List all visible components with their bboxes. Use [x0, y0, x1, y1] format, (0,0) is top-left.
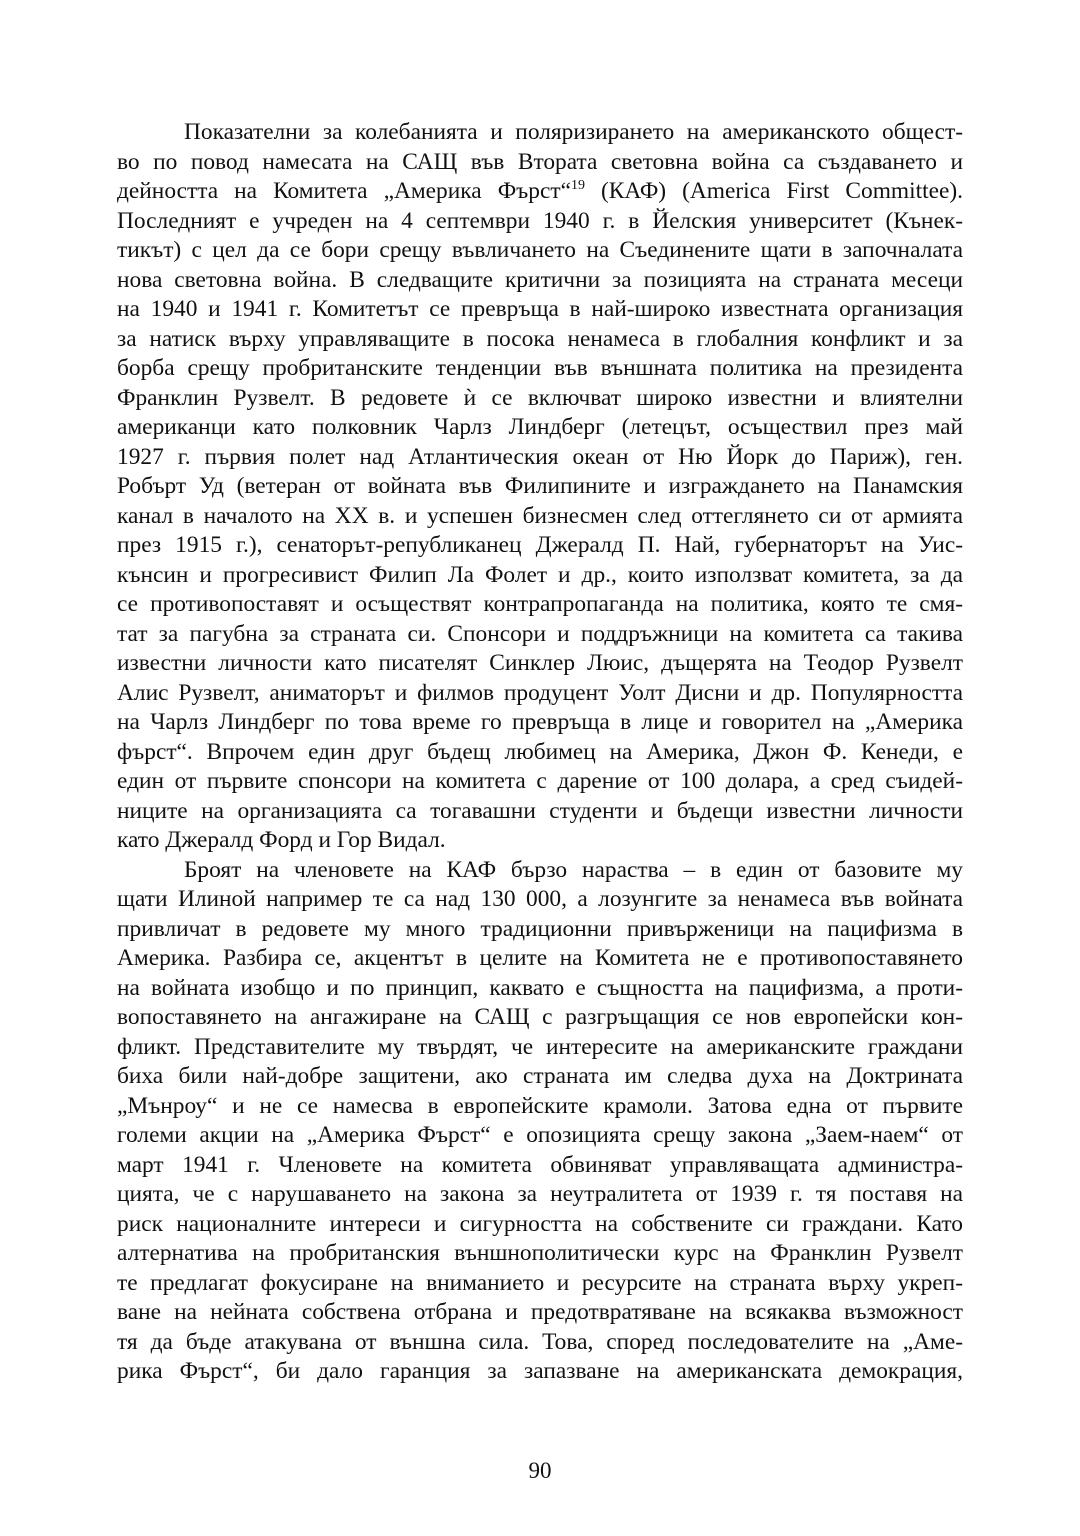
footnote-marker: 19 — [570, 178, 585, 194]
text-line: Алис Рузвелт, аниматорът и филмов продуцент Уолт Дисни и др. Популярността — [117, 679, 963, 706]
text-line: на Чарлз Линдберг по това време го превръща в лице и говорител на „Америка — [117, 709, 963, 735]
body-text — [117, 118, 963, 1387]
text-line: нова световна война. В следващите критични за позицията на страната месеци — [117, 266, 963, 293]
text-line: „Мънроу“ и не се намесва в европейските крамоли. Затова една от първите — [117, 1092, 963, 1119]
text-line: известни личности като писателят Синклер Люис, дъщерята на Теодор Рузвелт — [117, 650, 963, 676]
text-line: един от първите спонсори на комитета с дарение от 100 долара, а сред съидей- — [117, 768, 963, 794]
text-line: тат за пагубна за страната си. Спонсори и поддръжници на комитета са такива — [117, 620, 963, 647]
text-line: американци като полковник Чарлз Линдберг (летецът, осъществил през май — [117, 414, 963, 440]
text-line: привличат в редовете му много традиционни привърженици на пацифизма в — [117, 915, 963, 942]
text-line: рика Фърст“, би дало гаранция за запазване на американската демокрация, — [117, 1358, 963, 1384]
text-line: се противопоставят и осъществят контрапропаганда на политика, която те смя- — [117, 591, 963, 617]
text-line: канал в началото на XX в. и успешен бизнесмен след оттеглянето си от армията — [117, 502, 963, 529]
page-number: 90 — [528, 1458, 552, 1483]
text-line: алтернатива на пробританския външнополитически курс на Франклин Рузвелт — [117, 1240, 963, 1266]
text-line: Робърт Уд (ветеран от войната във Филипините и изграждането на Панамския — [117, 473, 963, 499]
text-line: март 1941 г. Членовете на комитета обвиняват управляващата администра- — [117, 1151, 963, 1178]
text-line: кънсин и прогресивист Филип Ла Фолет и др., които използват комитета, за да — [117, 561, 963, 588]
text-line: тя да бъде атакувана от външна сила. Това, според последователите на „Аме- — [117, 1328, 963, 1355]
text-line: ване на нейната собствена отбрана и предотвратяване на всякаква възможност — [117, 1299, 963, 1325]
text-line: през 1915 г.), сенаторът-републиканец Джералд П. Най, губернаторът на Уис- — [117, 532, 963, 558]
text-line: цията, че с нарушаването на закона за неутралитета от 1939 г. тя поставя на — [117, 1181, 963, 1207]
text-line: на 1940 и 1941 г. Комитетът се превръща в най-широко известната организация — [117, 296, 963, 322]
text-line: големи акции на „Америка Фърст“ е опозицията срещу закона „Заем-наем“ от — [117, 1122, 963, 1148]
text-line: на войната изобщо и по принцип, каквато е същността на пацифизма, а проти- — [117, 974, 963, 1001]
text-line: Франклин Рузвелт. В редовете ѝ се включват широко известни и влиятелни — [117, 384, 963, 411]
text-line: те предлагат фокусиране на вниманието и ресурсите на страната върху укреп- — [117, 1269, 963, 1296]
text-line: Последният е учреден на 4 септември 1940 г. в Йелския университет (Кънек- — [117, 207, 963, 234]
text-line: во по повод намесата на САЩ във Втората световна война са създаването и — [117, 148, 963, 175]
text-line: вопоставянето на ангажиране на САЩ с разгръщащия се нов европейски кон- — [117, 1004, 963, 1030]
text-line: дейността на Комитета „Америка Фърст“$^{19}$ (КАФ) (America First Committee). — [117, 178, 963, 204]
text-line: ниците на организацията са тогавашни студенти и бъдещи известни личности — [117, 797, 963, 824]
text-line: щати Илиной например те са над 130 000, а лозунгите за ненамеса във войната — [117, 886, 963, 912]
text-line: 1927 г. първия полет над Атлантическия океан от Ню Йорк до Париж), ген. — [117, 443, 963, 470]
text-line: тикът) с цел да се бори срещу въвличането на Съединените щати в започналата — [117, 237, 963, 263]
text-line: Броят на членовете на КАФ бързо нараства – в един от базовите му — [184, 856, 963, 883]
text-line: риск националните интереси и сигурността на собствените си граждани. Като — [117, 1210, 963, 1237]
text-line: фърст“. Впрочем един друг бъдещ любимец на Америка, Джон Ф. Кенеди, е — [117, 738, 963, 765]
text-line: за натиск върху управляващите в посока ненамеса в глобалния конфликт и за — [117, 325, 963, 352]
text-line: фликт. Представителите му твърдят, че интересите на американските граждани — [117, 1033, 963, 1060]
text-line: Показателни за колебанията и поляризирането на американското общест- — [184, 119, 963, 145]
text-line: като Джералд Форд и Гор Видал. — [117, 827, 446, 853]
text-line: Америка. Разбира се, акцентът в целите на Комитета не е противопоставянето — [117, 945, 963, 971]
text-line: борба срещу пробританските тенденции във външната политика на президента — [117, 355, 963, 381]
text-line: биха били най-добре защитени, ако страната им следва духа на Доктрината — [117, 1063, 963, 1089]
